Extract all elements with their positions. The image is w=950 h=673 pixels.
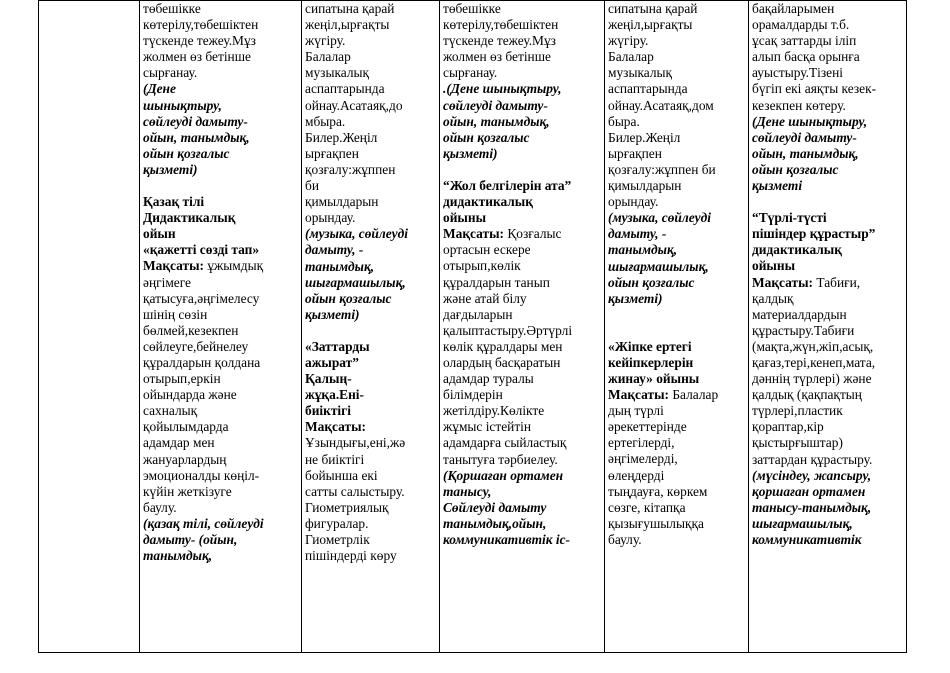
activity-areas-note: (Дене шынықтыру, сөйлеуді дамыту- ойын, танымдық, ойын қозғалыс қызметі <box>752 113 868 194</box>
goal-label: Мақсаты: <box>143 258 204 274</box>
goal-text: Қозғалыс ортасын ескере отырып,көлік құралдарын танып және атай білу дағдыларын қалыптастыру.Әртүрлі көлік құралдары мен олардың басқаратын адамдар туралы білімдерін жетілдіру.Көлікте жұмыс істейтін адамдарға сыйластық танытуға тәрбиелеу. <box>443 226 573 467</box>
table-cell-c5 <box>605 1 749 653</box>
paragraph-spacer <box>752 194 903 210</box>
goal-text: Табиғи, қалдық материалдардын құрастыру.Табиғи (мақта,жүн,жіп,асық, қағаз,тері,кенеп,мата, дәннің түрлері) және қалдық (қақпақтың түрлері,пластик қораптар,кір қыстырғыштар) заттардан құрастыру. <box>752 274 876 467</box>
activity-heading: «Заттарды ажырат” Қалың- жұқа.Ені- биіктігі <box>305 338 370 419</box>
goal-paragraph <box>608 387 745 548</box>
body-text: төбешікке көтерілу,төбешіктен түскенде тежеу.Мұз жолмен өз бетінше сырғанау. <box>143 1 259 81</box>
table-cell-c2 <box>140 1 302 653</box>
activity-areas-note: (Қоршаған ортамен танысу, Сөйлеуді дамыту танымдық,ойын, коммуникативтік іс- <box>443 467 571 547</box>
goal-paragraph <box>752 275 903 468</box>
body-text: сипатына қарай жеңіл,ырғақты жүгіру. Балалар музыкалық аспаптарында ойнау.Асатаяқ,до мбыра. Билер.Жеңіл ырғақпен қозғалу:жұппен би қимылдарын орындау. <box>305 1 403 226</box>
activity-heading: «Жіпке ертегі кейіпкерлерін жинау» ойыны <box>608 338 700 386</box>
goal-label: Мақсаты: <box>608 387 669 403</box>
activity-heading: Қазақ тілі Дидактикалық ойын «қажетті сөзді тап» <box>143 194 260 258</box>
goal-text: ұжымдық әңгімеге қатысуға,әңгімелесу шінің сөзін бөлмей,кезекпен сөйлеуге,бейнелеу құралдарын қолдана отырып,еркін ойындарда және сахналық қойылымдарда адамдар мен жануарлардың эмоционалды көңіл- күйін жеткізуге баулу. <box>143 258 264 515</box>
paragraph-spacer <box>305 323 436 339</box>
body-text: Ұзындығы,ені,жә не биіктігі бойынша екі сатты салыстыру. Гиометриялық фигуралар. Гиометрлік пішіндерді көру <box>305 435 406 564</box>
paragraph-spacer <box>608 307 745 323</box>
table-cell-c1 <box>39 1 140 653</box>
activity-areas-note: (мүсіндеу, жапсыру, қоршаған ортамен танысу-танымдық, шығармашылық, коммуникативтік <box>752 467 872 547</box>
body-text: төбешікке көтерілу,төбешіктен түскенде тежеу.Мұз жолмен өз бетінше сырғанау. <box>443 1 559 81</box>
activity-heading: Мақсаты: <box>305 419 366 435</box>
table-cell-c3 <box>302 1 440 653</box>
body-text: бақайларымен орамалдарды т.б. ұсақ заттарды іліп алып басқа орынға ауыстыру.Тізені бүгіп екі аяқты кезек- кезекпен көтеру. <box>752 1 877 113</box>
activity-areas-note: (музыка, сөйлеуді дамыту, - танымдық, шығармашылық, ойын қозғалыс қызметі) <box>608 210 711 306</box>
paragraph-spacer <box>143 178 298 194</box>
plan-table <box>38 0 907 653</box>
activity-heading: “Түрлі-түсті пішіндер құрастыр” дидактикалық ойыны <box>752 210 876 274</box>
paragraph-spacer <box>608 323 745 339</box>
table-cell-c6 <box>749 1 907 653</box>
goal-label: Мақсаты: <box>443 226 504 242</box>
goal-paragraph <box>143 258 298 516</box>
goal-text: Балалар дың түрлі әрекеттерінде ертегілерді, әңгімелерді, өлеңдерді тыңдауға, көркем сөзге, кітапқа қызығушылыққа баулу. <box>608 387 719 547</box>
activity-areas-note: (музыка, сөйлеуді дамыту, - танымдық, шығармашылық, ойын қозғалыс қызметі) <box>305 226 408 322</box>
paragraph-spacer <box>443 162 601 178</box>
goal-paragraph <box>443 226 601 467</box>
goal-label: Мақсаты: <box>752 274 813 290</box>
table-cell-c4 <box>440 1 605 653</box>
activity-heading: “Жол белгілерін ата” дидактикалық ойыны <box>443 177 572 226</box>
table-row <box>39 1 907 653</box>
activity-areas-note: (Дене шынықтыру, сөйлеуді дамыту- ойын, танымдық, ойын қозғалыс қызметі) <box>143 81 250 177</box>
activity-areas-note: (қазақ тілі, сөйлеуді дамыту- (ойын, танымдық, <box>143 515 264 564</box>
activity-areas-note: .(Дене шынықтыру, сөйлеуді дамыту- ойын, танымдық, ойын қозғалыс қызметі) <box>443 81 562 161</box>
body-text: сипатына қарай жеңіл,ырғақты жүгіру. Балалар музыкалық аспаптарында ойнау.Асатаяқ,дом быра. Билер.Жеңіл ырғақпен қозғалу:жұппен би қимылдарын орындау. <box>608 1 716 210</box>
